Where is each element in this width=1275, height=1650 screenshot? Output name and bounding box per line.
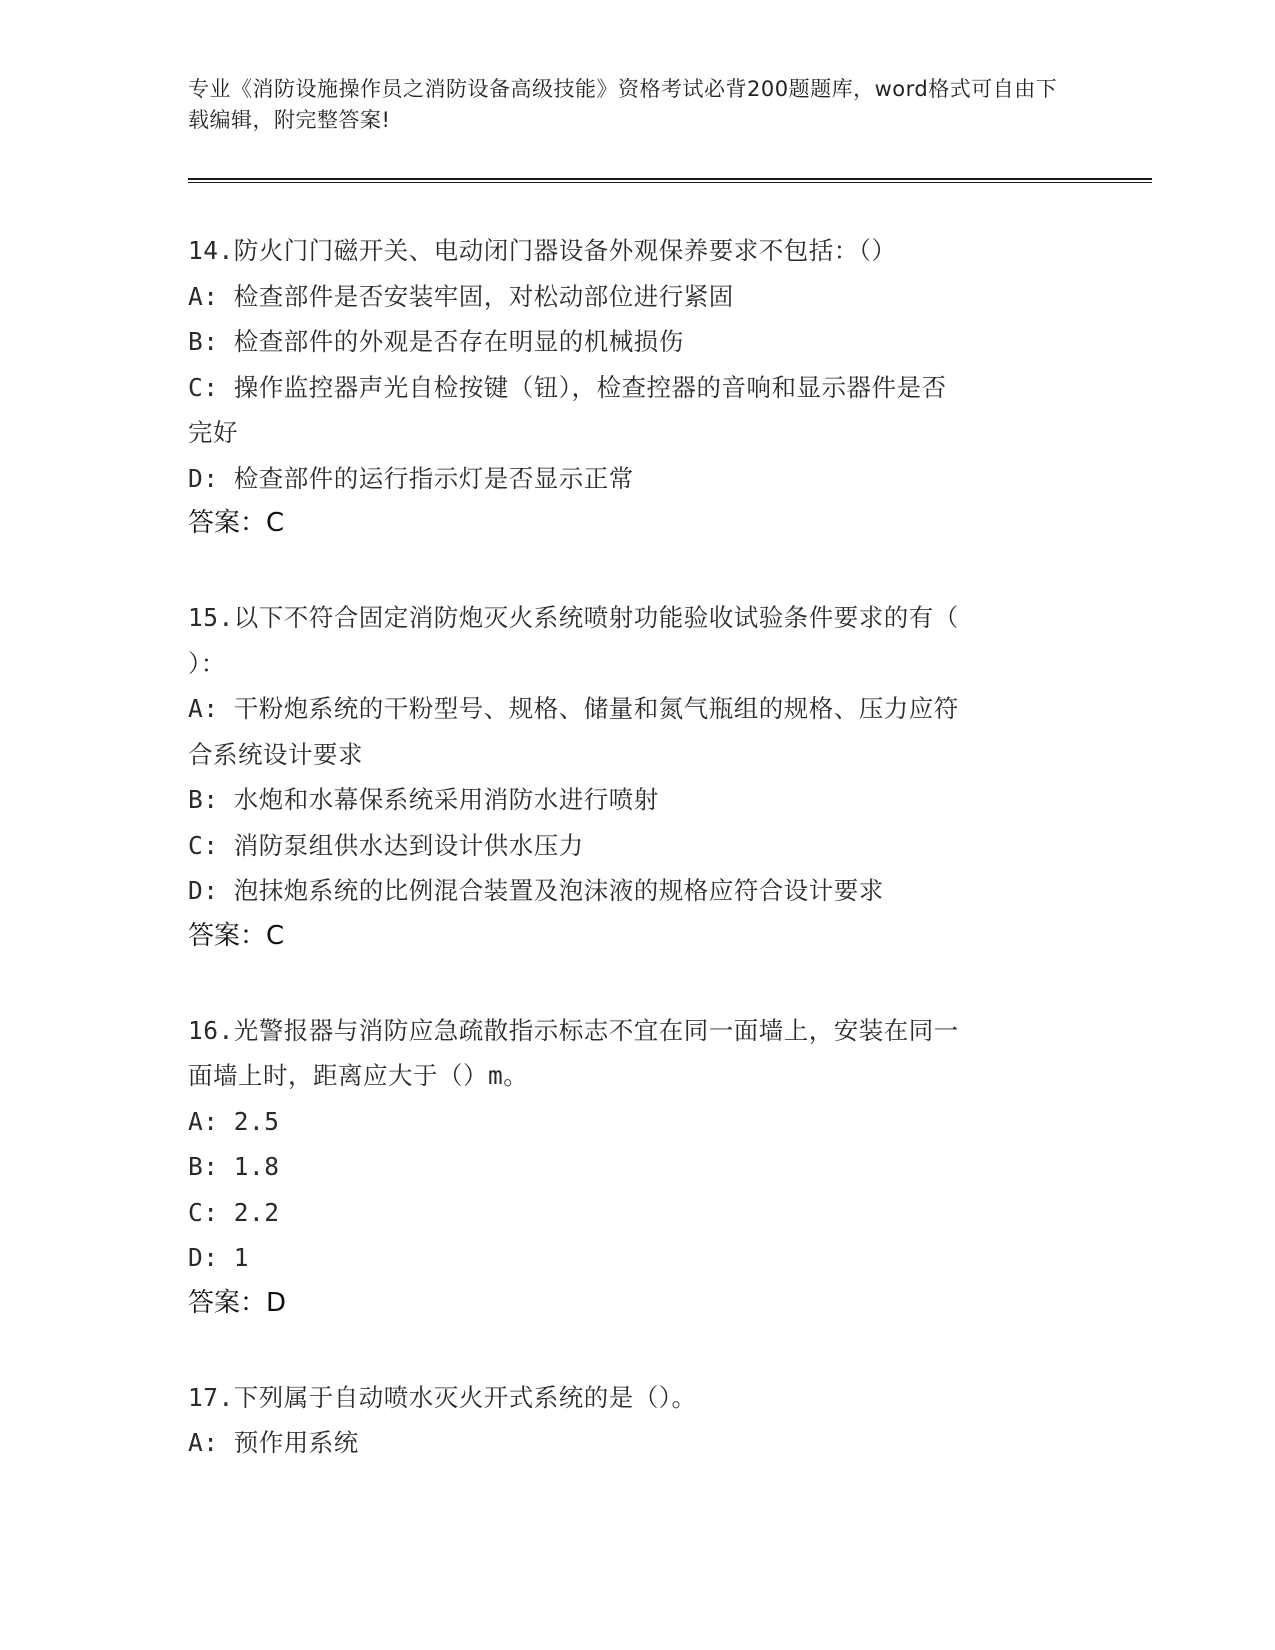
question-stem: 16.光警报器与消防应急疏散指示标志不宜在同一面墙上，安装在同一 [188,1015,959,1045]
header-divider [188,178,1152,180]
answer-line: 答案：D [188,1287,287,1318]
option-line: A: 干粉炮系统的干粉型号、规格、储量和氮气瓶组的规格、压力应符 [188,694,959,723]
question-block [188,1375,1078,1466]
question-stem: ）： [188,648,226,678]
option-line: 合系统设计要求 [188,739,363,769]
option-line: D: 1 [188,1243,250,1272]
document-header: 专业《消防设施操作员之消防设备高级技能》资格考试必背200题题库，word格式可自由下载编辑，附完整答案! [188,77,1058,132]
answer-line: 答案：C [188,508,285,538]
option-line: C: 2.2 [188,1197,280,1227]
question-stem: 14.防火门门磁开关、电动闭门器设备外观保养要求不包括：（） [188,236,897,265]
option-line: D: 检查部件的运行指示灯是否显示正常 [188,463,634,493]
option-line: D: 泡抹炮系统的比例混合装置及泡沫液的规格应符合设计要求 [188,876,884,905]
answer-line: 答案：C [188,920,285,951]
question-list [188,228,1078,1516]
option-line: C: 消防泵组供水达到设计供水压力 [188,830,584,860]
question-stem: 面墙上时，距离应大于（）m。 [188,1061,529,1090]
option-line: A: 2.5 [188,1106,280,1136]
question-block [188,1008,1078,1325]
option-line: B: 水炮和水幕保系统采用消防水进行喷射 [188,785,659,814]
option-line: B: 1.8 [188,1152,280,1181]
option-line: A: 检查部件是否安装牢固，对松动部位进行紧固 [188,281,734,311]
header-divider-thin [188,182,1152,183]
question-block [188,228,1078,545]
question-block [188,595,1078,958]
option-line: B: 检查部件的外观是否存在明显的机械损伤 [188,327,684,356]
option-line: C: 操作监控器声光自检按键（钮），检查控器的音响和显示器件是否 [188,372,947,402]
option-line: A: 预作用系统 [188,1428,359,1457]
question-stem: 17.下列属于自动喷水灭火开式系统的是（）。 [188,1382,697,1412]
option-line: 完好 [188,418,238,447]
question-stem: 15.以下不符合固定消防炮灭火系统喷射功能验收试验条件要求的有（ [188,603,959,632]
